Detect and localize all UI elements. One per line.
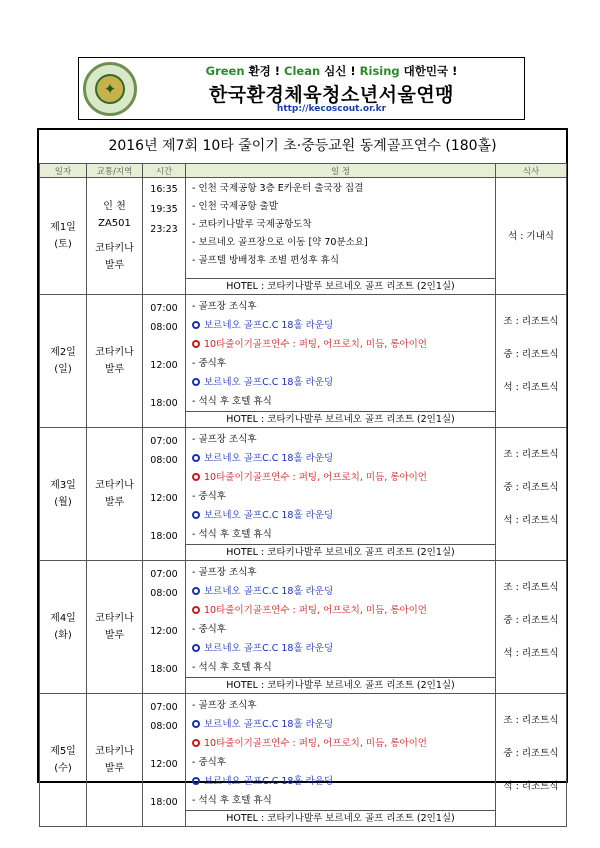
hotel-line: HOTEL : 코타키나발루 보르네오 골프 리조트 (2인1실) [186, 278, 495, 294]
day-weekday: (수) [54, 763, 72, 774]
location-line: 발루 [104, 763, 125, 774]
slogan-part: 심신 ! [320, 64, 360, 78]
schedule-item: - 인천 국제공항 출발 [192, 201, 278, 212]
table-row [40, 561, 567, 694]
meal-value: 중 : 리조트식 [503, 748, 559, 759]
time-value [143, 774, 185, 793]
hotel-line: HOTEL : 코타키나발루 보르네오 골프 리조트 (2인1실) [186, 677, 495, 693]
schedule-frame [37, 128, 568, 824]
meal-value: 조 : 리조트식 [503, 715, 559, 726]
schedule-item-highlight: 10타줄이기골프연수 : 퍼팅, 어프로치, 미듬, 롱아이언 [186, 468, 495, 487]
location-line: 발루 [104, 364, 125, 375]
meal-cell [496, 295, 567, 428]
schedule-item: - 중식후 [192, 757, 226, 768]
day-label: 제3일 [50, 480, 76, 491]
location-cell [87, 561, 143, 694]
slogan-clean: Clean [284, 64, 321, 78]
schedule-item-highlight: 10타줄이기골프연수 : 퍼팅, 어프로치, 미듬, 롱아이언 [186, 734, 495, 753]
location-line: 코타키나 [95, 613, 134, 624]
slogan [139, 63, 524, 79]
time-cell [143, 178, 186, 295]
schedule-item-highlight: 10타줄이기골프연수 : 퍼팅, 어프로치, 미듬, 롱아이언 [186, 335, 495, 354]
circle-bullet-icon [192, 511, 200, 519]
location-line: 코타키나 [95, 243, 134, 254]
table-row [40, 178, 567, 295]
meal-value: 중 : 리조트식 [503, 615, 559, 626]
hotel-line: HOTEL : 코타키나발루 보르네오 골프 리조트 (2인1실) [186, 544, 495, 560]
time-value: 07:00 [150, 436, 178, 447]
location-line: ZA501 [98, 218, 131, 229]
location-line: 코타키나 [95, 480, 134, 491]
meal-cell [496, 561, 567, 694]
time-value: 12:00 [150, 626, 178, 637]
time-value: 08:00 [150, 322, 178, 333]
schedule-table [39, 163, 567, 827]
time-value: 07:00 [150, 569, 178, 580]
time-value: 18:00 [150, 531, 178, 542]
col-header-time: 시간 [143, 164, 186, 178]
schedule-item: - 골프장 조식후 [192, 567, 257, 578]
org-name: 한국환경체육청소년서울연맹 [208, 84, 455, 106]
time-cell [143, 428, 186, 561]
schedule-cell [186, 295, 496, 428]
time-cell [143, 561, 186, 694]
col-header-date: 일자 [40, 164, 87, 178]
time-value: 19:35 [150, 204, 178, 215]
time-value: 12:00 [150, 759, 178, 770]
schedule-item: - 중식후 [192, 491, 226, 502]
day-weekday: (월) [54, 497, 72, 508]
org-url[interactable]: http://kecoscout.or.kr [276, 104, 387, 114]
meal-value: 석 : 리조트식 [503, 515, 559, 526]
meal-cell [496, 178, 567, 295]
time-value: 08:00 [150, 721, 178, 732]
slogan-part: 환경 ! [244, 64, 285, 78]
time-value: 08:00 [150, 455, 178, 466]
hotel-line: HOTEL : 코타키나발루 보르네오 골프 리조트 (2인1실) [186, 411, 495, 427]
table-row [40, 694, 567, 827]
letterhead [78, 57, 525, 120]
col-header-meals: 식사 [496, 164, 567, 178]
schedule-item: - 석식 후 호텔 휴식 [192, 662, 272, 673]
day-label: 제1일 [50, 222, 76, 233]
day-cell [40, 178, 87, 295]
time-value: 12:00 [150, 493, 178, 504]
location-cell [87, 694, 143, 827]
schedule-item: - 석식 후 호텔 휴식 [192, 529, 272, 540]
schedule-item-highlight: 보르네오 골프C.C 18홀 라운딩 [186, 639, 495, 658]
day-cell [40, 561, 87, 694]
slogan-rising: Rising [359, 64, 400, 78]
time-value: 23:23 [150, 224, 178, 235]
time-value [143, 375, 185, 394]
location-line: 발루 [104, 260, 125, 271]
location-cell [87, 178, 143, 295]
time-value [143, 508, 185, 527]
time-value [143, 603, 185, 622]
schedule-item: - 중식후 [192, 358, 226, 369]
day-label: 제4일 [50, 613, 76, 624]
circle-bullet-icon [192, 720, 200, 728]
time-value: 07:00 [150, 303, 178, 314]
schedule-item: - 골프장 조식후 [192, 434, 257, 445]
schedule-title: 2016년 제7회 10타 줄이기 초·중등교원 동계골프연수 (180홀) [39, 130, 566, 164]
schedule-item: - 석식 후 호텔 휴식 [192, 795, 272, 806]
time-value: 08:00 [150, 588, 178, 599]
table-row [40, 295, 567, 428]
location-line: 발루 [104, 630, 125, 641]
circle-bullet-icon [192, 454, 200, 462]
location-line: 코타키나 [95, 746, 134, 757]
meal-value: 석 : 리조트식 [503, 382, 559, 393]
circle-bullet-icon [192, 378, 200, 386]
meal-value: 조 : 리조트식 [503, 316, 559, 327]
meal-value: 석 : 리조트식 [503, 781, 559, 792]
circle-bullet-icon [192, 739, 200, 747]
schedule-item-highlight: 보르네오 골프C.C 18홀 라운딩 [186, 582, 495, 601]
time-value: 16:35 [150, 184, 178, 195]
col-header-schedule: 일 정 [186, 164, 496, 178]
day-label: 제2일 [50, 347, 76, 358]
meal-cell [496, 428, 567, 561]
meal-value: 석 : 기내식 [508, 230, 554, 242]
meal-value: 조 : 리조트식 [503, 582, 559, 593]
schedule-item: - 골프장 조식후 [192, 301, 257, 312]
col-header-transport: 교통/지역 [87, 164, 143, 178]
schedule-cell [186, 561, 496, 694]
location-cell [87, 295, 143, 428]
day-cell [40, 694, 87, 827]
schedule-cell [186, 428, 496, 561]
circle-bullet-icon [192, 340, 200, 348]
schedule-item-highlight: 보르네오 골프C.C 18홀 라운딩 [186, 373, 495, 392]
location-line: 인 천 [103, 201, 126, 212]
meal-value: 중 : 리조트식 [503, 482, 559, 493]
schedule-item: - 골프장 조식후 [192, 700, 257, 711]
schedule-item: - 코타키나발루 국제공항도착 [192, 219, 312, 230]
slogan-green: Green [205, 64, 245, 78]
circle-bullet-icon [192, 777, 200, 785]
schedule-cell [186, 178, 496, 295]
location-cell [87, 428, 143, 561]
schedule-item-highlight: 보르네오 골프C.C 18홀 라운딩 [186, 506, 495, 525]
circle-bullet-icon [192, 644, 200, 652]
time-value: 07:00 [150, 702, 178, 713]
schedule-item-highlight: 10타줄이기골프연수 : 퍼팅, 어프로치, 미듬, 롱아이언 [186, 601, 495, 620]
schedule-item: - 중식후 [192, 624, 226, 635]
time-cell [143, 694, 186, 827]
circle-bullet-icon [192, 606, 200, 614]
day-cell [40, 428, 87, 561]
time-value: 12:00 [150, 360, 178, 371]
schedule-item-highlight: 보르네오 골프C.C 18홀 라운딩 [186, 715, 495, 734]
time-value [143, 736, 185, 755]
schedule-cell [186, 694, 496, 827]
schedule-item: - 보르네오 골프장으로 이동 [약 70분소요] [192, 237, 368, 248]
slogan-part: 대한민국 ! [399, 64, 458, 78]
day-weekday: (화) [54, 630, 72, 641]
table-row [40, 428, 567, 561]
day-cell [40, 295, 87, 428]
circle-bullet-icon [192, 321, 200, 329]
meal-cell [496, 694, 567, 827]
schedule-item: - 골프텔 방배정후 조별 편성후 휴식 [192, 255, 340, 266]
day-weekday: (토) [54, 239, 72, 250]
time-value: 18:00 [150, 398, 178, 409]
time-value [143, 641, 185, 660]
schedule-item: - 인천 국제공항 3층 E카운터 출국장 집결 [192, 183, 364, 194]
meal-value: 조 : 리조트식 [503, 449, 559, 460]
schedule-item-highlight: 보르네오 골프C.C 18홀 라운딩 [186, 772, 495, 791]
day-weekday: (일) [54, 364, 72, 375]
meal-value: 중 : 리조트식 [503, 349, 559, 360]
circle-bullet-icon [192, 587, 200, 595]
location-line: 발루 [104, 497, 125, 508]
time-value: 18:00 [150, 797, 178, 808]
schedule-item-highlight: 보르네오 골프C.C 18홀 라운딩 [186, 449, 495, 468]
circle-bullet-icon [192, 473, 200, 481]
time-value [143, 470, 185, 489]
meal-value: 석 : 리조트식 [503, 648, 559, 659]
federation-logo-icon: ✦ [83, 62, 137, 116]
location-line: 코타키나 [95, 347, 134, 358]
day-label: 제5일 [50, 746, 76, 757]
hotel-line: HOTEL : 코타키나발루 보르네오 골프 리조트 (2인1실) [186, 810, 495, 826]
time-value [143, 337, 185, 356]
schedule-item-highlight: 보르네오 골프C.C 18홀 라운딩 [186, 316, 495, 335]
time-value: 18:00 [150, 664, 178, 675]
schedule-item: - 석식 후 호텔 휴식 [192, 396, 272, 407]
table-header-row [40, 164, 567, 178]
time-cell [143, 295, 186, 428]
